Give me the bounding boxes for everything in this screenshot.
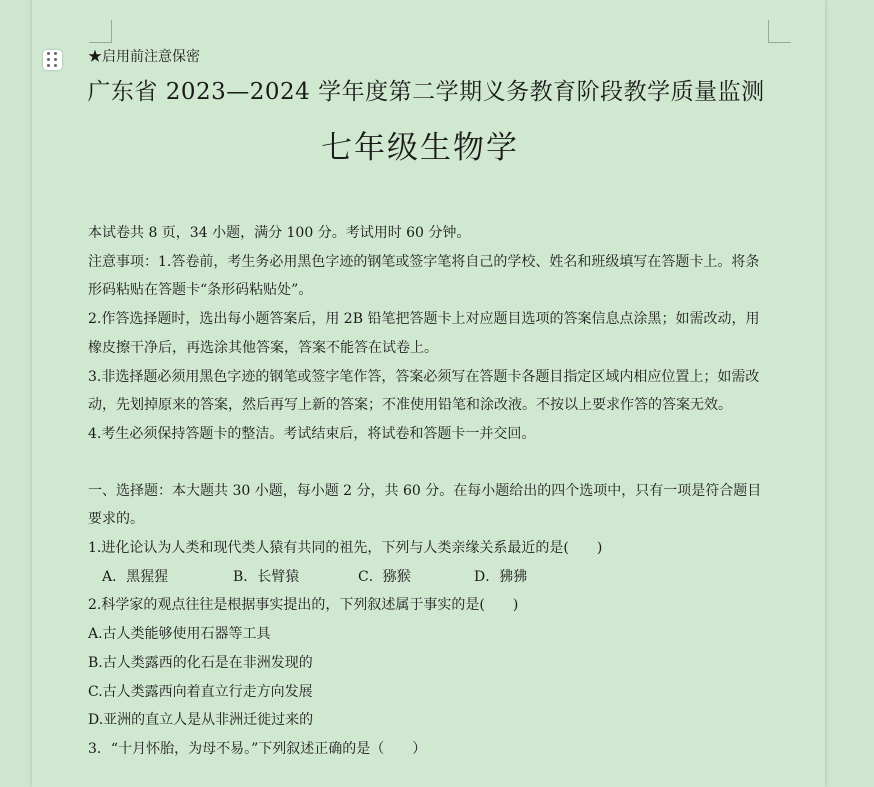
instruction-paragraph: 4.考生必须保持答题卡的整洁。考试结束后，将试卷和答题卡一并交回。 [88, 425, 536, 442]
option-d: D．狒狒 [474, 568, 528, 585]
instruction-paragraph: 注意事项：1.答卷前，考生务必用黑色字迹的钢笔或签字笔将自己的学校、姓名和班级填写在答题卡上。将条形码粘贴在答题卡“条形码粘贴处”。 [88, 253, 760, 299]
question-2-option-b: B.古人类露西的化石是在非洲发现的 [88, 654, 313, 671]
page-margin-corner-top-right [768, 20, 791, 43]
question-2-option-a: A.古人类能够使用石器等工具 [88, 626, 271, 643]
subject-title: 七年级生物学 [321, 130, 519, 166]
secret-mark: ★启用前注意保密 [88, 49, 200, 65]
drag-handle-icon[interactable] [43, 50, 62, 70]
instruction-paragraph: 3.非选择题必须用黑色字迹的钢笔或签字笔作答，答案必须写在答题卡各题目指定区域内相应位置上；如需改动，先划掉原来的答案，然后再写上新的答案；不准使用铅笔和涂改液。不按以上要求作答的答案无效。 [88, 368, 760, 414]
question-2-option-c: C.古人类露西向着直立行走方向发展 [88, 683, 313, 700]
question-1-stem: 1.进化论认为人类和现代类人猿有共同的祖先，下列与人类亲缘关系最近的是( ) [88, 540, 603, 557]
question-2-option-d: D.亚洲的直立人是从非洲迁徙过来的 [88, 712, 314, 729]
question-3-stem: 3．“十月怀胎，为母不易。”下列叙述正确的是（ ） [88, 740, 427, 757]
section-choice-questions [88, 477, 770, 764]
page-margin-corner-top-left [89, 20, 112, 43]
instruction-paragraph: 2.作答选择题时，选出每小题答案后，用 2B 铅笔把答题卡上对应题目选项的答案信息点涂黑；如需改动，用橡皮擦干净后，再选涂其他答案，答案不能答在试卷上。 [88, 311, 760, 356]
exam-title: 广东省 2023—2024 学年度第二学期义务教育阶段教学质量监测 [87, 79, 765, 105]
option-c: C．猕猴 [358, 568, 411, 585]
option-b: B．长臂猿 [233, 568, 300, 585]
instructions-block [88, 219, 770, 449]
section-heading: 一、选择题：本大题共 30 小题，每小题 2 分，共 60 分。在每小题给出的四个选项中，只有一项是符合题目要求的。 [88, 482, 762, 528]
question-2-stem: 2.科学家的观点往往是根据事实提出的，下列叙述属于事实的是( ) [88, 597, 519, 614]
option-a: A．黑猩猩 [102, 568, 169, 585]
instruction-paragraph: 本试卷共 8 页，34 小题，满分 100 分。考试用时 60 分钟。 [88, 225, 471, 241]
question-1-options [88, 563, 770, 592]
document-content [88, 44, 770, 764]
